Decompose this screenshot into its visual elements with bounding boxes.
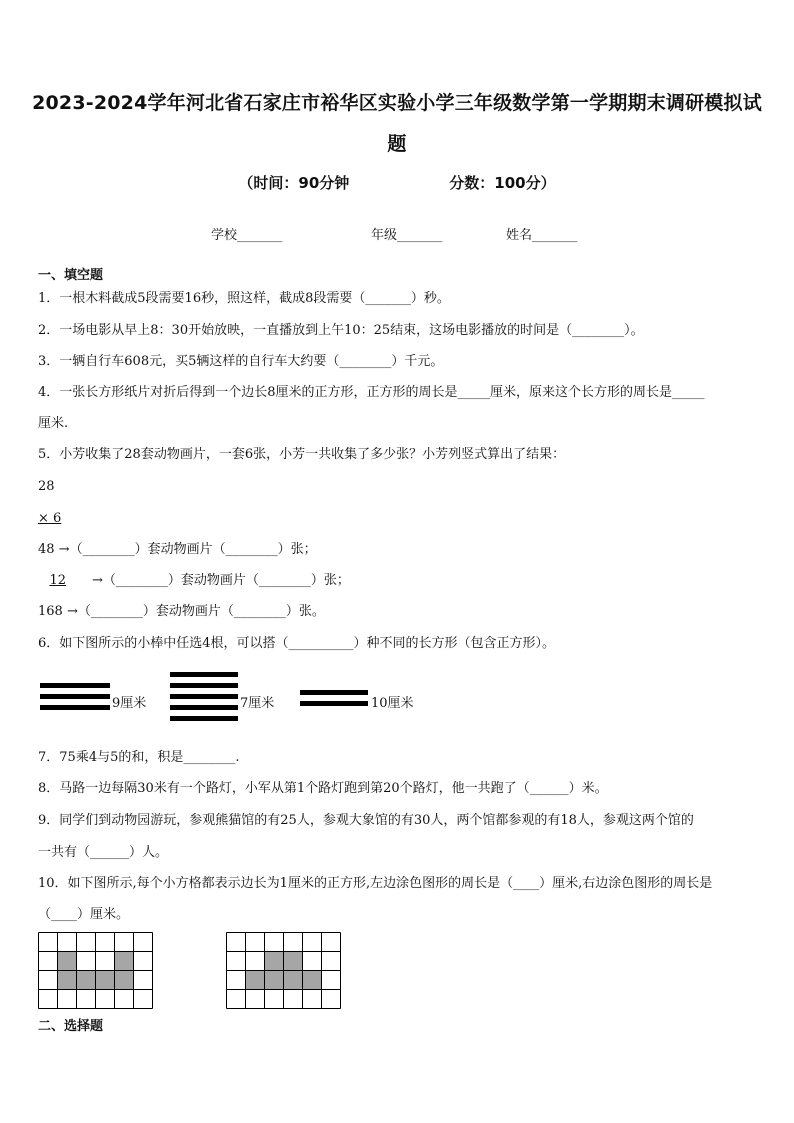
vertical-calc-line2: × 6 (38, 511, 62, 526)
stick-label-10cm: 10厘米 (371, 696, 414, 711)
stick-7cm-1 (170, 672, 238, 677)
question-7: 7．75乘4与5的和，积是________. (38, 750, 240, 765)
exam-time: （时间：90分钟 (238, 174, 350, 192)
shaded-cell (246, 971, 265, 990)
shaded-cell (284, 971, 303, 990)
question-6: 6．如下图所示的小棒中任选4根，可以搭（__________）种不同的长方形（包含正方形）。 (38, 636, 556, 651)
question-10-line1: 10．如下图所示,每个小方格都表示边长为1厘米的正方形,左边涂色图形的周长是（____）厘米,右边涂色图形的周长是 (38, 876, 713, 891)
vertical-calc-line4-text: →（________）套动物画片（________）张； (92, 573, 350, 588)
shaded-cell (77, 971, 96, 990)
stick-9cm-1 (40, 683, 110, 688)
vertical-calc-line1: 28 (38, 479, 55, 494)
shaded-cell (265, 952, 284, 971)
stick-7cm-3 (170, 694, 238, 699)
question-2: 2．一场电影从早上8：30开始放映，一直播放到上午10：25结束，这场电影播放的时间是（________）。 (38, 323, 644, 338)
stick-label-7cm: 7厘米 (240, 696, 275, 711)
question-10-line2: （____）厘米。 (38, 907, 130, 922)
exam-info (0, 172, 794, 193)
page-title-line2: 题 (387, 133, 407, 155)
grade-field[interactable]: 年级_______ (371, 228, 443, 243)
shaded-cell (303, 971, 322, 990)
page-title-line1: 2023-2024学年河北省石家庄市裕华区实验小学三年级数学第一学期期末调研模拟试 (32, 92, 762, 114)
question-4-line1: 4．一张长方形纸片对折后得到一个边长8厘米的正方形，正方形的周长是_____厘米，原来这个长方形的周长是_____ (38, 385, 705, 400)
shaded-cell (58, 952, 77, 971)
stick-7cm-2 (170, 683, 238, 688)
grid-figure-right (226, 932, 341, 1009)
exam-score: 分数：100分） (449, 174, 556, 192)
stick-10cm-2 (300, 701, 368, 706)
stick-label-9cm: 9厘米 (112, 696, 147, 711)
vertical-calc-line3: 48 →（________）套动物画片（________）张； (38, 542, 317, 557)
question-4-line2: 厘米. (38, 416, 69, 431)
question-9-line1: 9．同学们到动物园游玩，参观熊猫馆的有25人，参观大象馆的有30人，两个馆都参观的有18人，参观这两个馆的 (38, 813, 694, 828)
section-heading-fill-blank: 一、填空题 (38, 268, 104, 283)
vertical-calc-line5: 168 →（________）套动物画片（________）张。 (38, 604, 325, 619)
vertical-calc-partial: 12 (49, 573, 66, 588)
shaded-cell (265, 971, 284, 990)
question-5: 5．小芳收集了28套动物画片，一套6张，小芳一共收集了多少张？小芳列竖式算出了结果： (38, 447, 566, 462)
grid-figure-left (38, 932, 153, 1009)
question-8: 8．马路一边每隔30米有一个路灯，小军从第1个路灯跑到第20个路灯，他一共跑了（______）米。 (38, 781, 608, 796)
grid-figure-right-svg (226, 932, 341, 1009)
school-field[interactable]: 学校_______ (211, 228, 283, 243)
stick-7cm-5 (170, 716, 238, 721)
stick-10cm-1 (300, 690, 368, 695)
stick-7cm-4 (170, 705, 238, 710)
shaded-cell (284, 952, 303, 971)
stick-9cm-2 (40, 694, 110, 699)
section-heading-choice: 二、选择题 (38, 1019, 104, 1034)
grid-figure-left-svg (38, 932, 153, 1009)
name-field[interactable]: 姓名_______ (506, 228, 578, 243)
shaded-cell (115, 971, 134, 990)
shaded-cell (115, 952, 134, 971)
shaded-cell (58, 971, 77, 990)
shaded-cell (96, 971, 115, 990)
vertical-calc-line4 (38, 572, 350, 590)
stick-9cm-3 (40, 705, 110, 710)
question-1: 1．一根木料截成5段需要16秒，照这样，截成8段需要（_______）秒。 (38, 291, 450, 306)
question-3: 3．一辆自行车608元，买5辆这样的自行车大约要（________）千元。 (38, 354, 444, 369)
question-9-line2: 一共有（______）人。 (38, 845, 169, 860)
